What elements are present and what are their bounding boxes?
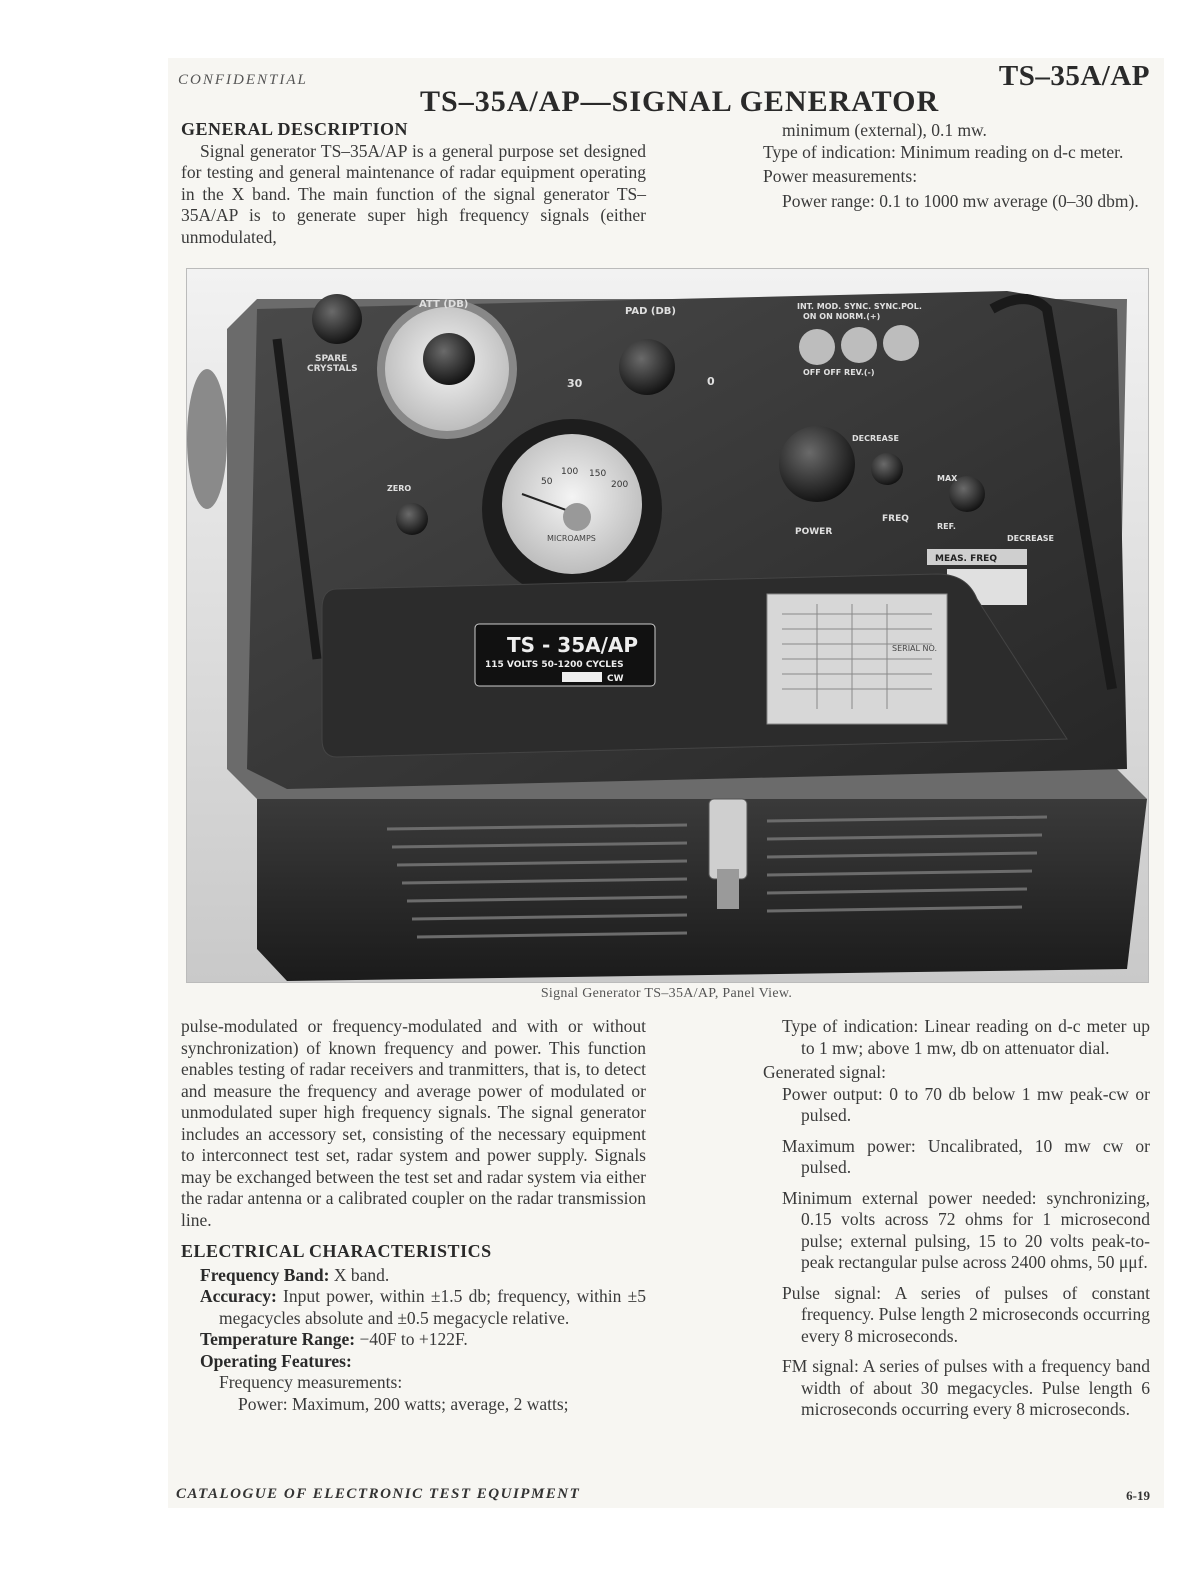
latch-clip xyxy=(717,869,739,909)
label-pad-0: 0 xyxy=(707,375,715,388)
cover-lid xyxy=(322,574,1067,757)
meter-scale-50: 50 xyxy=(541,477,553,487)
spare-crystals-cap xyxy=(312,294,362,344)
signal-generator-photo xyxy=(187,269,1148,982)
accuracy-value: Input power, within ±1.5 db; frequency, within ±5 megacycles absolute and ±0.5 megacycle relative. xyxy=(219,1286,647,1328)
pulse-signal: Pulse signal: A series of pulses of constant frequency. Pulse length 2 microseconds occurring every 8 microseconds. xyxy=(782,1282,1150,1346)
meter-units: MICROAMPS xyxy=(547,534,596,543)
label-ref: REF. xyxy=(937,522,956,531)
general-description-paragraph: Signal generator TS–35A/AP is a general purpose set designed for testing and general maintenance of radar equipment operating in the X band. The main function of the signal generator TS–35A/AP is to generate super high frequency signals (either unmodulated, xyxy=(181,140,646,247)
min-external-continued: minimum (external), 0.1 mw. xyxy=(782,120,987,140)
pad-knob xyxy=(619,339,675,395)
label-pad: PAD (DB) xyxy=(625,306,676,317)
power-measurements-label: Power measurements: xyxy=(763,166,918,186)
toggle-switches xyxy=(799,325,919,365)
power-measurement-line: Power: Maximum, 200 watts; average, 2 watts; xyxy=(238,1393,569,1414)
nameplate-model: TS - 35A/AP xyxy=(507,633,639,657)
toggle-sync-pol xyxy=(883,325,919,361)
frequency-band-value: X band. xyxy=(333,1264,390,1285)
label-switches: INT. MOD. SYNC. SYNC.POL. xyxy=(797,302,922,311)
meter-zero-adjust xyxy=(563,503,591,531)
label-att: ATT (DB) xyxy=(419,299,469,310)
att-knob xyxy=(423,333,475,385)
frequency-band xyxy=(181,1265,646,1287)
catalogue-footer: CATALOGUE OF ELECTRONIC TEST EQUIPMENT xyxy=(176,1486,581,1502)
label-zero: ZERO xyxy=(387,484,412,493)
right-column-top xyxy=(744,120,1150,212)
label-decrease-upper: DECREASE xyxy=(852,434,900,443)
maximum-power: Maximum power: Uncalibrated, 10 mw cw or pulsed. xyxy=(782,1135,1150,1177)
zero-knob xyxy=(396,503,428,535)
temperature-range xyxy=(181,1329,646,1351)
running-head: TS–35A/AP xyxy=(998,60,1150,92)
case-latch xyxy=(709,799,747,879)
label-pad-30: 30 xyxy=(567,377,583,390)
type-of-indication-bottom: Type of indication: Linear reading on d-c meter up to 1 mw; above 1 mw, db on attenuator dial. xyxy=(782,1016,1150,1058)
accuracy-label: Accuracy: xyxy=(200,1286,277,1306)
photo-caption: Signal Generator TS–35A/AP, Panel View. xyxy=(540,986,793,1001)
right-column-bottom xyxy=(744,1016,1150,1421)
frequency-band-label: Frequency Band: xyxy=(200,1264,330,1285)
meter-scale-100: 100 xyxy=(561,467,579,477)
type-of-indication-top: Type of indication: Minimum reading on d-c meter. xyxy=(763,141,1124,162)
equipment-photo xyxy=(186,268,1149,983)
accuracy xyxy=(181,1286,646,1329)
power-knob xyxy=(779,426,855,502)
power-output: Power output: 0 to 70 db below 1 mw peak-cw or pulsed. xyxy=(782,1083,1150,1125)
general-description-heading: GENERAL DESCRIPTION xyxy=(181,119,409,139)
label-decrease-lower: DECREASE xyxy=(1007,534,1055,543)
toggle-int-mod xyxy=(799,329,835,365)
label-serial: SERIAL NO. xyxy=(892,644,938,653)
electrical-characteristics-heading: ELECTRICAL CHARACTERISTICS xyxy=(181,1241,492,1261)
nameplate-cw: CW xyxy=(607,674,624,684)
fm-signal: FM signal: A series of pulses with a frequency band width of about 30 megacycles. Pulse length 6 microseconds occurring every 8 microseconds. xyxy=(782,1356,1150,1419)
meter-scale-150: 150 xyxy=(589,469,607,479)
label-spare: SPARE xyxy=(315,354,348,364)
label-max: MAX xyxy=(937,474,958,483)
page-number: 6-19 xyxy=(1126,1488,1150,1503)
label-switches-on: ON ON NORM.(+) xyxy=(803,312,881,321)
nameplate-serial-box xyxy=(562,672,602,682)
general-description-continued: pulse-modulated or frequency-modulated and with or without synchronization) of known frequency and power. This function enables testing of radar receivers and tranmitters, that is, to detect and measure the frequency and average power of modulated or unmodulated super high frequency signals. The signal generator includes an accessory set, consisting of the necessary equipment to interconnect test set, radar system and power supply. Signals may be exchanged between the test set and radar system via either the radar antenna or a calibrated coupler on the radar transmission line. xyxy=(181,1016,646,1230)
operating-features xyxy=(181,1351,646,1373)
label-crystals: CRYSTALS xyxy=(307,364,358,374)
confidential-marking: CONFIDENTIAL xyxy=(178,72,308,88)
label-power: POWER xyxy=(795,527,833,537)
nameplate-voltage: 115 VOLTS 50-1200 CYCLES xyxy=(485,660,624,670)
temperature-range-label: Temperature Range: xyxy=(200,1329,356,1349)
left-column-bottom xyxy=(181,1016,646,1415)
temperature-range-value: −40F to +122F. xyxy=(359,1329,468,1349)
meter-scale-200: 200 xyxy=(611,480,629,490)
frequency-measurements-label: Frequency measurements: xyxy=(219,1372,403,1392)
minimum-external-power: Minimum external power needed: synchronizing, 0.15 volts across 72 ohms for 1 microsecond pulse; external pulsing, 15 to 20 volts peak-to-peak rectangular pulse across 2400 ohms, 50 μμf. xyxy=(782,1187,1150,1272)
side-reel xyxy=(187,369,227,509)
freq-knob xyxy=(871,453,903,485)
label-freq: FREQ xyxy=(882,514,909,524)
toggle-sync xyxy=(841,327,877,363)
label-switches-off: OFF OFF REV.(-) xyxy=(803,368,875,377)
label-meas-freq: MEAS. FREQ xyxy=(935,554,997,564)
generated-signal-label: Generated signal: xyxy=(763,1062,886,1082)
power-range: Power range: 0.1 to 1000 mw average (0–30 dbm). xyxy=(782,190,1139,211)
operating-features-label: Operating Features: xyxy=(200,1350,352,1371)
general-description-section xyxy=(181,119,646,248)
page-title: TS–35A/AP—SIGNAL GENERATOR xyxy=(420,85,940,118)
